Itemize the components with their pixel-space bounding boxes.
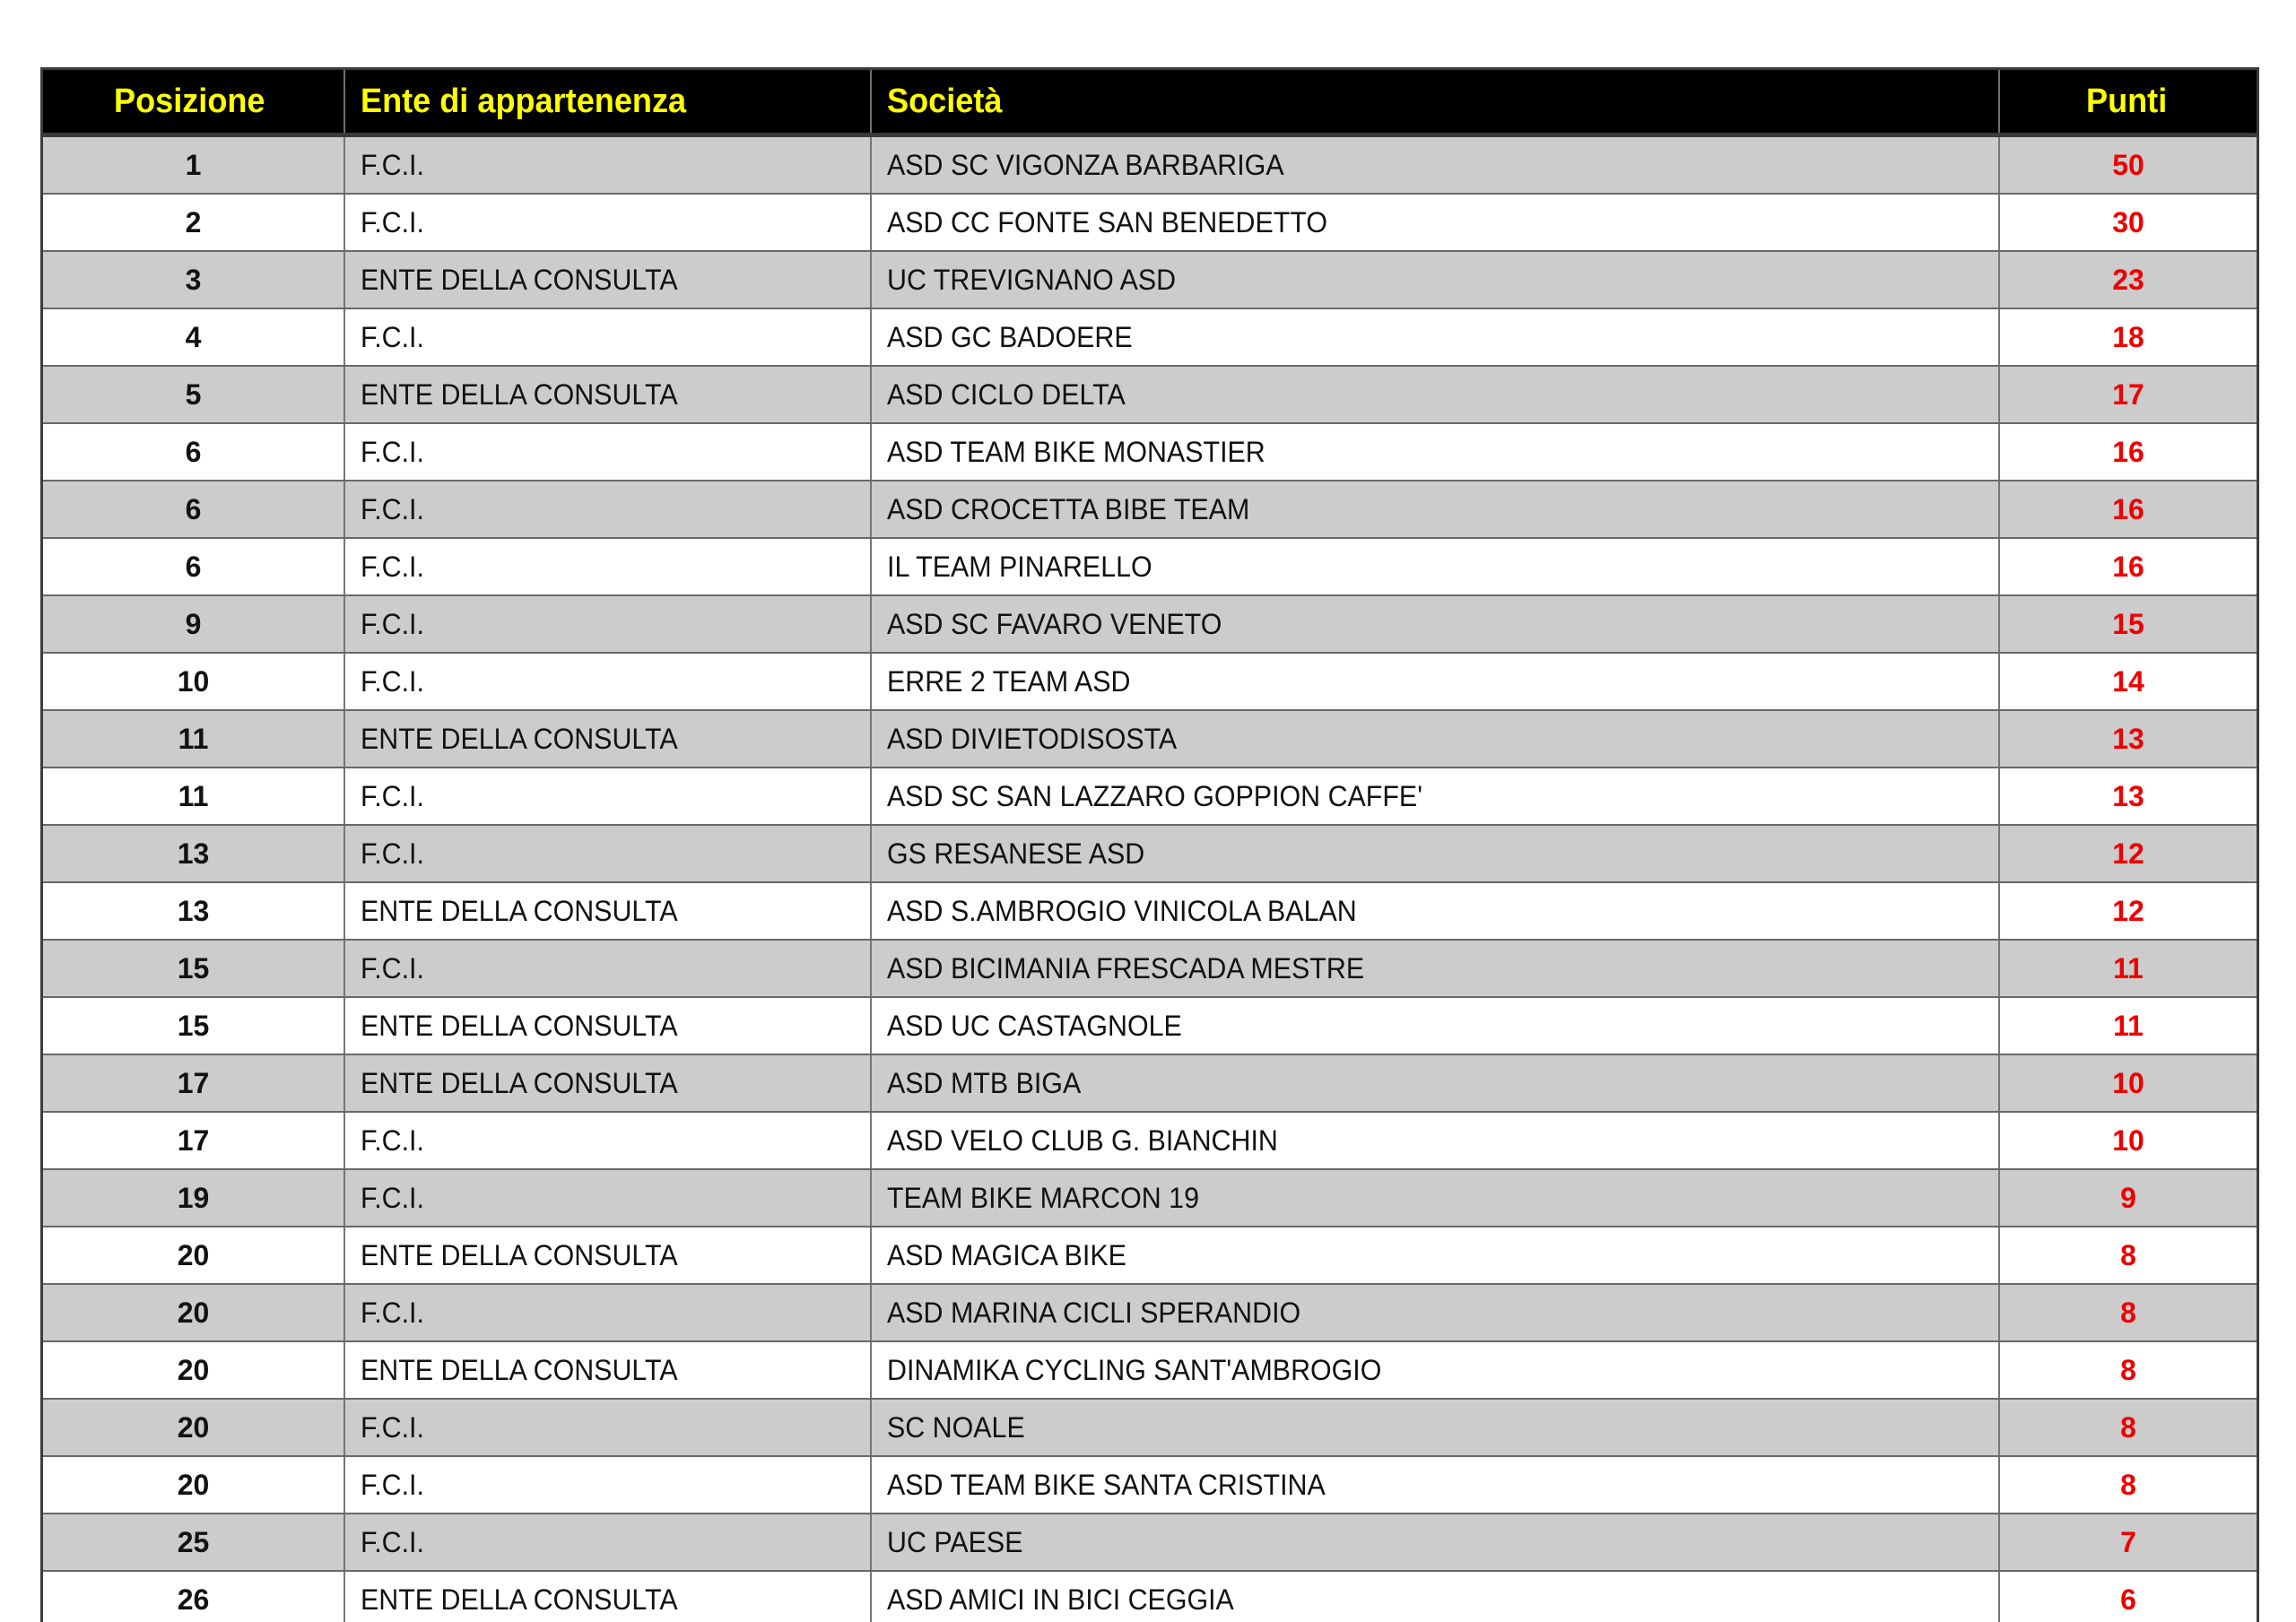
table-row [43, 250, 2257, 308]
cell-posizione [43, 137, 344, 193]
ente-value: ENTE DELLA CONSULTA [361, 377, 678, 411]
ente-value: ENTE DELLA CONSULTA [361, 722, 678, 755]
cell-punti [1998, 1400, 2257, 1455]
cell-posizione [43, 883, 344, 939]
cell-punti [1998, 1572, 2257, 1622]
societa-value: ASD DIVIETODISOSTA [887, 722, 1178, 755]
cell-ente [344, 1285, 870, 1340]
table-row [43, 1455, 2257, 1513]
cell-punti [1998, 883, 2257, 939]
cell-posizione [43, 711, 344, 767]
ente-value: ENTE DELLA CONSULTA [361, 1583, 678, 1616]
table-row [43, 193, 2257, 250]
cell-posizione [43, 1113, 344, 1168]
ente-value: F.C.I. [361, 1123, 424, 1157]
societa-value: ASD CC FONTE SAN BENEDETTO [887, 205, 1327, 239]
cell-ente [344, 654, 870, 709]
cell-ente [344, 1342, 870, 1398]
cell-societa [870, 195, 1998, 250]
ente-value: ENTE DELLA CONSULTA [361, 1009, 678, 1042]
societa-value: ASD TEAM BIKE SANTA CRISTINA [887, 1468, 1326, 1501]
punti-value: 13 [2112, 722, 2144, 755]
cell-societa [870, 481, 1998, 537]
table-row [43, 767, 2257, 824]
cell-punti [1998, 1113, 2257, 1168]
punti-value: 8 [2120, 1296, 2136, 1329]
cell-ente [344, 1055, 870, 1111]
punti-value: 16 [2112, 435, 2144, 468]
table-row [43, 537, 2257, 594]
punti-value: 17 [2112, 377, 2144, 411]
cell-posizione [43, 998, 344, 1054]
ente-value: F.C.I. [361, 664, 424, 698]
cell-ente [344, 1457, 870, 1513]
cell-punti [1998, 596, 2257, 652]
cell-posizione [43, 539, 344, 594]
punti-value: 12 [2112, 837, 2144, 870]
cell-posizione [43, 252, 344, 308]
punti-value: 10 [2112, 1066, 2144, 1099]
posizione-value: 13 [177, 837, 210, 870]
posizione-value: 10 [177, 664, 210, 698]
table-row [43, 824, 2257, 881]
cell-societa [870, 654, 1998, 709]
table-row [43, 939, 2257, 996]
cell-posizione [43, 1170, 344, 1226]
cell-posizione [43, 309, 344, 365]
ente-value: F.C.I. [361, 1181, 424, 1214]
header-posizione-label: Posizione [113, 82, 265, 120]
punti-value: 8 [2120, 1410, 2136, 1444]
posizione-value: 3 [185, 263, 202, 296]
cell-posizione [43, 768, 344, 824]
table-row [43, 365, 2257, 422]
posizione-value: 20 [177, 1296, 210, 1329]
table-row [43, 1054, 2257, 1111]
ente-value: F.C.I. [361, 1468, 424, 1501]
cell-posizione [43, 1400, 344, 1455]
cell-societa [870, 1113, 1998, 1168]
cell-societa [870, 1342, 1998, 1398]
cell-posizione [43, 654, 344, 709]
cell-punti [1998, 1457, 2257, 1513]
punti-value: 14 [2112, 664, 2144, 698]
cell-societa [870, 998, 1998, 1054]
cell-societa [870, 309, 1998, 365]
table-row [43, 480, 2257, 537]
punti-value: 30 [2112, 205, 2144, 239]
societa-value: DINAMIKA CYCLING SANT'AMBROGIO [887, 1353, 1382, 1386]
cell-ente [344, 195, 870, 250]
cell-punti [1998, 195, 2257, 250]
cell-societa [870, 1055, 1998, 1111]
cell-punti [1998, 941, 2257, 996]
cell-ente [344, 1227, 870, 1283]
posizione-value: 9 [185, 607, 202, 640]
table-row [43, 1340, 2257, 1398]
punti-value: 11 [2113, 951, 2144, 984]
posizione-value: 1 [185, 148, 202, 181]
posizione-value: 17 [177, 1123, 210, 1157]
table-row [43, 1513, 2257, 1570]
punti-value: 50 [2112, 148, 2144, 181]
cell-posizione [43, 1514, 344, 1570]
cell-societa [870, 1285, 1998, 1340]
posizione-value: 6 [185, 550, 202, 583]
posizione-value: 19 [177, 1181, 210, 1214]
cell-ente [344, 252, 870, 308]
table-row [43, 1283, 2257, 1340]
table-row [43, 594, 2257, 652]
ente-value: F.C.I. [361, 148, 424, 181]
cell-societa [870, 883, 1998, 939]
ente-value: F.C.I. [361, 550, 424, 583]
cell-societa [870, 768, 1998, 824]
cell-societa [870, 137, 1998, 193]
cell-punti [1998, 1514, 2257, 1570]
cell-ente [344, 711, 870, 767]
table-row [43, 881, 2257, 939]
header-ente [344, 70, 870, 133]
cell-punti [1998, 539, 2257, 594]
cell-ente [344, 941, 870, 996]
ente-value: F.C.I. [361, 320, 424, 353]
ente-value: F.C.I. [361, 951, 424, 984]
ranking-table [40, 67, 2259, 1622]
posizione-value: 11 [178, 779, 209, 812]
cell-punti [1998, 367, 2257, 422]
posizione-value: 6 [185, 492, 202, 525]
cell-ente [344, 1113, 870, 1168]
posizione-value: 20 [177, 1238, 210, 1271]
table-row [43, 1570, 2257, 1622]
cell-ente [344, 539, 870, 594]
punti-value: 16 [2112, 550, 2144, 583]
societa-value: ASD UC CASTAGNOLE [887, 1009, 1182, 1042]
cell-societa [870, 1572, 1998, 1622]
cell-posizione [43, 367, 344, 422]
cell-punti [1998, 1342, 2257, 1398]
punti-value: 10 [2112, 1123, 2144, 1157]
cell-ente [344, 1514, 870, 1570]
punti-value: 18 [2112, 320, 2144, 353]
societa-value: ASD SC VIGONZA BARBARIGA [887, 148, 1284, 181]
cell-societa [870, 252, 1998, 308]
societa-value: ASD BICIMANIA FRESCADA MESTRE [887, 951, 1365, 984]
cell-ente [344, 826, 870, 881]
cell-ente [344, 424, 870, 480]
table-row [43, 1111, 2257, 1168]
punti-value: 16 [2112, 492, 2144, 525]
cell-punti [1998, 998, 2257, 1054]
cell-societa [870, 1514, 1998, 1570]
cell-societa [870, 711, 1998, 767]
punti-value: 8 [2120, 1468, 2136, 1501]
cell-societa [870, 1400, 1998, 1455]
header-ente-label: Ente di appartenenza [361, 82, 687, 120]
cell-punti [1998, 424, 2257, 480]
cell-ente [344, 998, 870, 1054]
societa-value: IL TEAM PINARELLO [887, 550, 1152, 583]
cell-societa [870, 539, 1998, 594]
table-row [43, 996, 2257, 1054]
cell-societa [870, 424, 1998, 480]
cell-ente [344, 137, 870, 193]
posizione-value: 15 [177, 951, 210, 984]
table-row [43, 709, 2257, 767]
ente-value: ENTE DELLA CONSULTA [361, 263, 678, 296]
header-punti [1998, 70, 2257, 133]
societa-value: ASD MARINA CICLI SPERANDIO [887, 1296, 1301, 1329]
cell-punti [1998, 826, 2257, 881]
posizione-value: 20 [177, 1353, 210, 1386]
ente-value: F.C.I. [361, 492, 424, 525]
header-posizione [43, 70, 344, 133]
table-row [43, 1168, 2257, 1226]
cell-punti [1998, 481, 2257, 537]
table-row [43, 1398, 2257, 1455]
posizione-value: 4 [185, 320, 202, 353]
cell-societa [870, 941, 1998, 996]
cell-societa [870, 367, 1998, 422]
cell-ente [344, 481, 870, 537]
ente-value: F.C.I. [361, 607, 424, 640]
societa-value: UC TREVIGNANO ASD [887, 263, 1177, 296]
table-row [43, 422, 2257, 480]
cell-posizione [43, 1285, 344, 1340]
ente-value: F.C.I. [361, 205, 424, 239]
cell-societa [870, 1457, 1998, 1513]
cell-punti [1998, 1170, 2257, 1226]
cell-punti [1998, 1055, 2257, 1111]
societa-value: TEAM BIKE MARCON 19 [887, 1181, 1199, 1214]
cell-ente [344, 309, 870, 365]
cell-posizione [43, 596, 344, 652]
cell-posizione [43, 1572, 344, 1622]
posizione-value: 26 [177, 1583, 210, 1616]
cell-ente [344, 768, 870, 824]
posizione-value: 15 [177, 1009, 210, 1042]
cell-punti [1998, 137, 2257, 193]
societa-value: ASD SC SAN LAZZARO GOPPION CAFFE' [887, 779, 1423, 812]
posizione-value: 11 [178, 722, 209, 755]
cell-ente [344, 1572, 870, 1622]
cell-posizione [43, 1055, 344, 1111]
ente-value: ENTE DELLA CONSULTA [361, 1066, 678, 1099]
punti-value: 13 [2112, 779, 2144, 812]
societa-value: ASD SC FAVARO VENETO [887, 607, 1222, 640]
cell-posizione [43, 941, 344, 996]
ente-value: F.C.I. [361, 1410, 424, 1444]
table-row [43, 652, 2257, 709]
cell-ente [344, 1400, 870, 1455]
cell-societa [870, 596, 1998, 652]
posizione-value: 25 [177, 1525, 210, 1558]
punti-value: 15 [2112, 607, 2144, 640]
header-societa [870, 70, 1998, 133]
posizione-value: 20 [177, 1410, 210, 1444]
header-societa-label: Società [887, 82, 1003, 120]
punti-value: 7 [2120, 1525, 2136, 1558]
cell-ente [344, 367, 870, 422]
cell-posizione [43, 424, 344, 480]
punti-value: 23 [2112, 263, 2144, 296]
societa-value: SC NOALE [887, 1410, 1025, 1444]
societa-value: ASD GC BADOERE [887, 320, 1133, 353]
societa-value: ASD S.AMBROGIO VINICOLA BALAN [887, 894, 1357, 927]
societa-value: ASD MAGICA BIKE [887, 1238, 1126, 1271]
punti-value: 6 [2120, 1583, 2136, 1616]
ente-value: F.C.I. [361, 1525, 424, 1558]
ente-value: F.C.I. [361, 779, 424, 812]
cell-posizione [43, 1342, 344, 1398]
ente-value: F.C.I. [361, 1296, 424, 1329]
cell-punti [1998, 768, 2257, 824]
cell-punti [1998, 711, 2257, 767]
cell-societa [870, 1170, 1998, 1226]
cell-punti [1998, 309, 2257, 365]
cell-ente [344, 596, 870, 652]
cell-ente [344, 1170, 870, 1226]
table-row [43, 308, 2257, 365]
societa-value: GS RESANESE ASD [887, 837, 1145, 870]
cell-posizione [43, 1457, 344, 1513]
cell-posizione [43, 1227, 344, 1283]
societa-value: ASD CICLO DELTA [887, 377, 1126, 411]
cell-ente [344, 883, 870, 939]
posizione-value: 6 [185, 435, 202, 468]
punti-value: 8 [2120, 1238, 2136, 1271]
punti-value: 12 [2112, 894, 2144, 927]
punti-value: 11 [2113, 1009, 2144, 1042]
posizione-value: 5 [185, 377, 202, 411]
posizione-value: 2 [185, 205, 202, 239]
cell-societa [870, 1227, 1998, 1283]
table-row [43, 1226, 2257, 1283]
ente-value: ENTE DELLA CONSULTA [361, 1238, 678, 1271]
societa-value: ASD AMICI IN BICI CEGGIA [887, 1583, 1234, 1616]
societa-value: ERRE 2 TEAM ASD [887, 664, 1131, 698]
table-header-row [43, 70, 2257, 137]
cell-punti [1998, 1227, 2257, 1283]
posizione-value: 17 [177, 1066, 210, 1099]
table-row [43, 137, 2257, 193]
cell-punti [1998, 1285, 2257, 1340]
cell-punti [1998, 654, 2257, 709]
societa-value: ASD CROCETTA BIBE TEAM [887, 492, 1250, 525]
table-body [43, 137, 2257, 1622]
societa-value: ASD MTB BIGA [887, 1066, 1082, 1099]
societa-value: ASD VELO CLUB G. BIANCHIN [887, 1123, 1278, 1157]
punti-value: 8 [2120, 1353, 2136, 1386]
punti-value: 9 [2120, 1181, 2136, 1214]
cell-posizione [43, 195, 344, 250]
posizione-value: 13 [177, 894, 210, 927]
cell-societa [870, 826, 1998, 881]
societa-value: ASD TEAM BIKE MONASTIER [887, 435, 1265, 468]
societa-value: UC PAESE [887, 1525, 1023, 1558]
ente-value: ENTE DELLA CONSULTA [361, 1353, 678, 1386]
ente-value: ENTE DELLA CONSULTA [361, 894, 678, 927]
header-punti-label: Punti [2085, 82, 2167, 120]
cell-posizione [43, 481, 344, 537]
cell-posizione [43, 826, 344, 881]
posizione-value: 20 [177, 1468, 210, 1501]
cell-punti [1998, 252, 2257, 308]
ente-value: F.C.I. [361, 435, 424, 468]
ente-value: F.C.I. [361, 837, 424, 870]
